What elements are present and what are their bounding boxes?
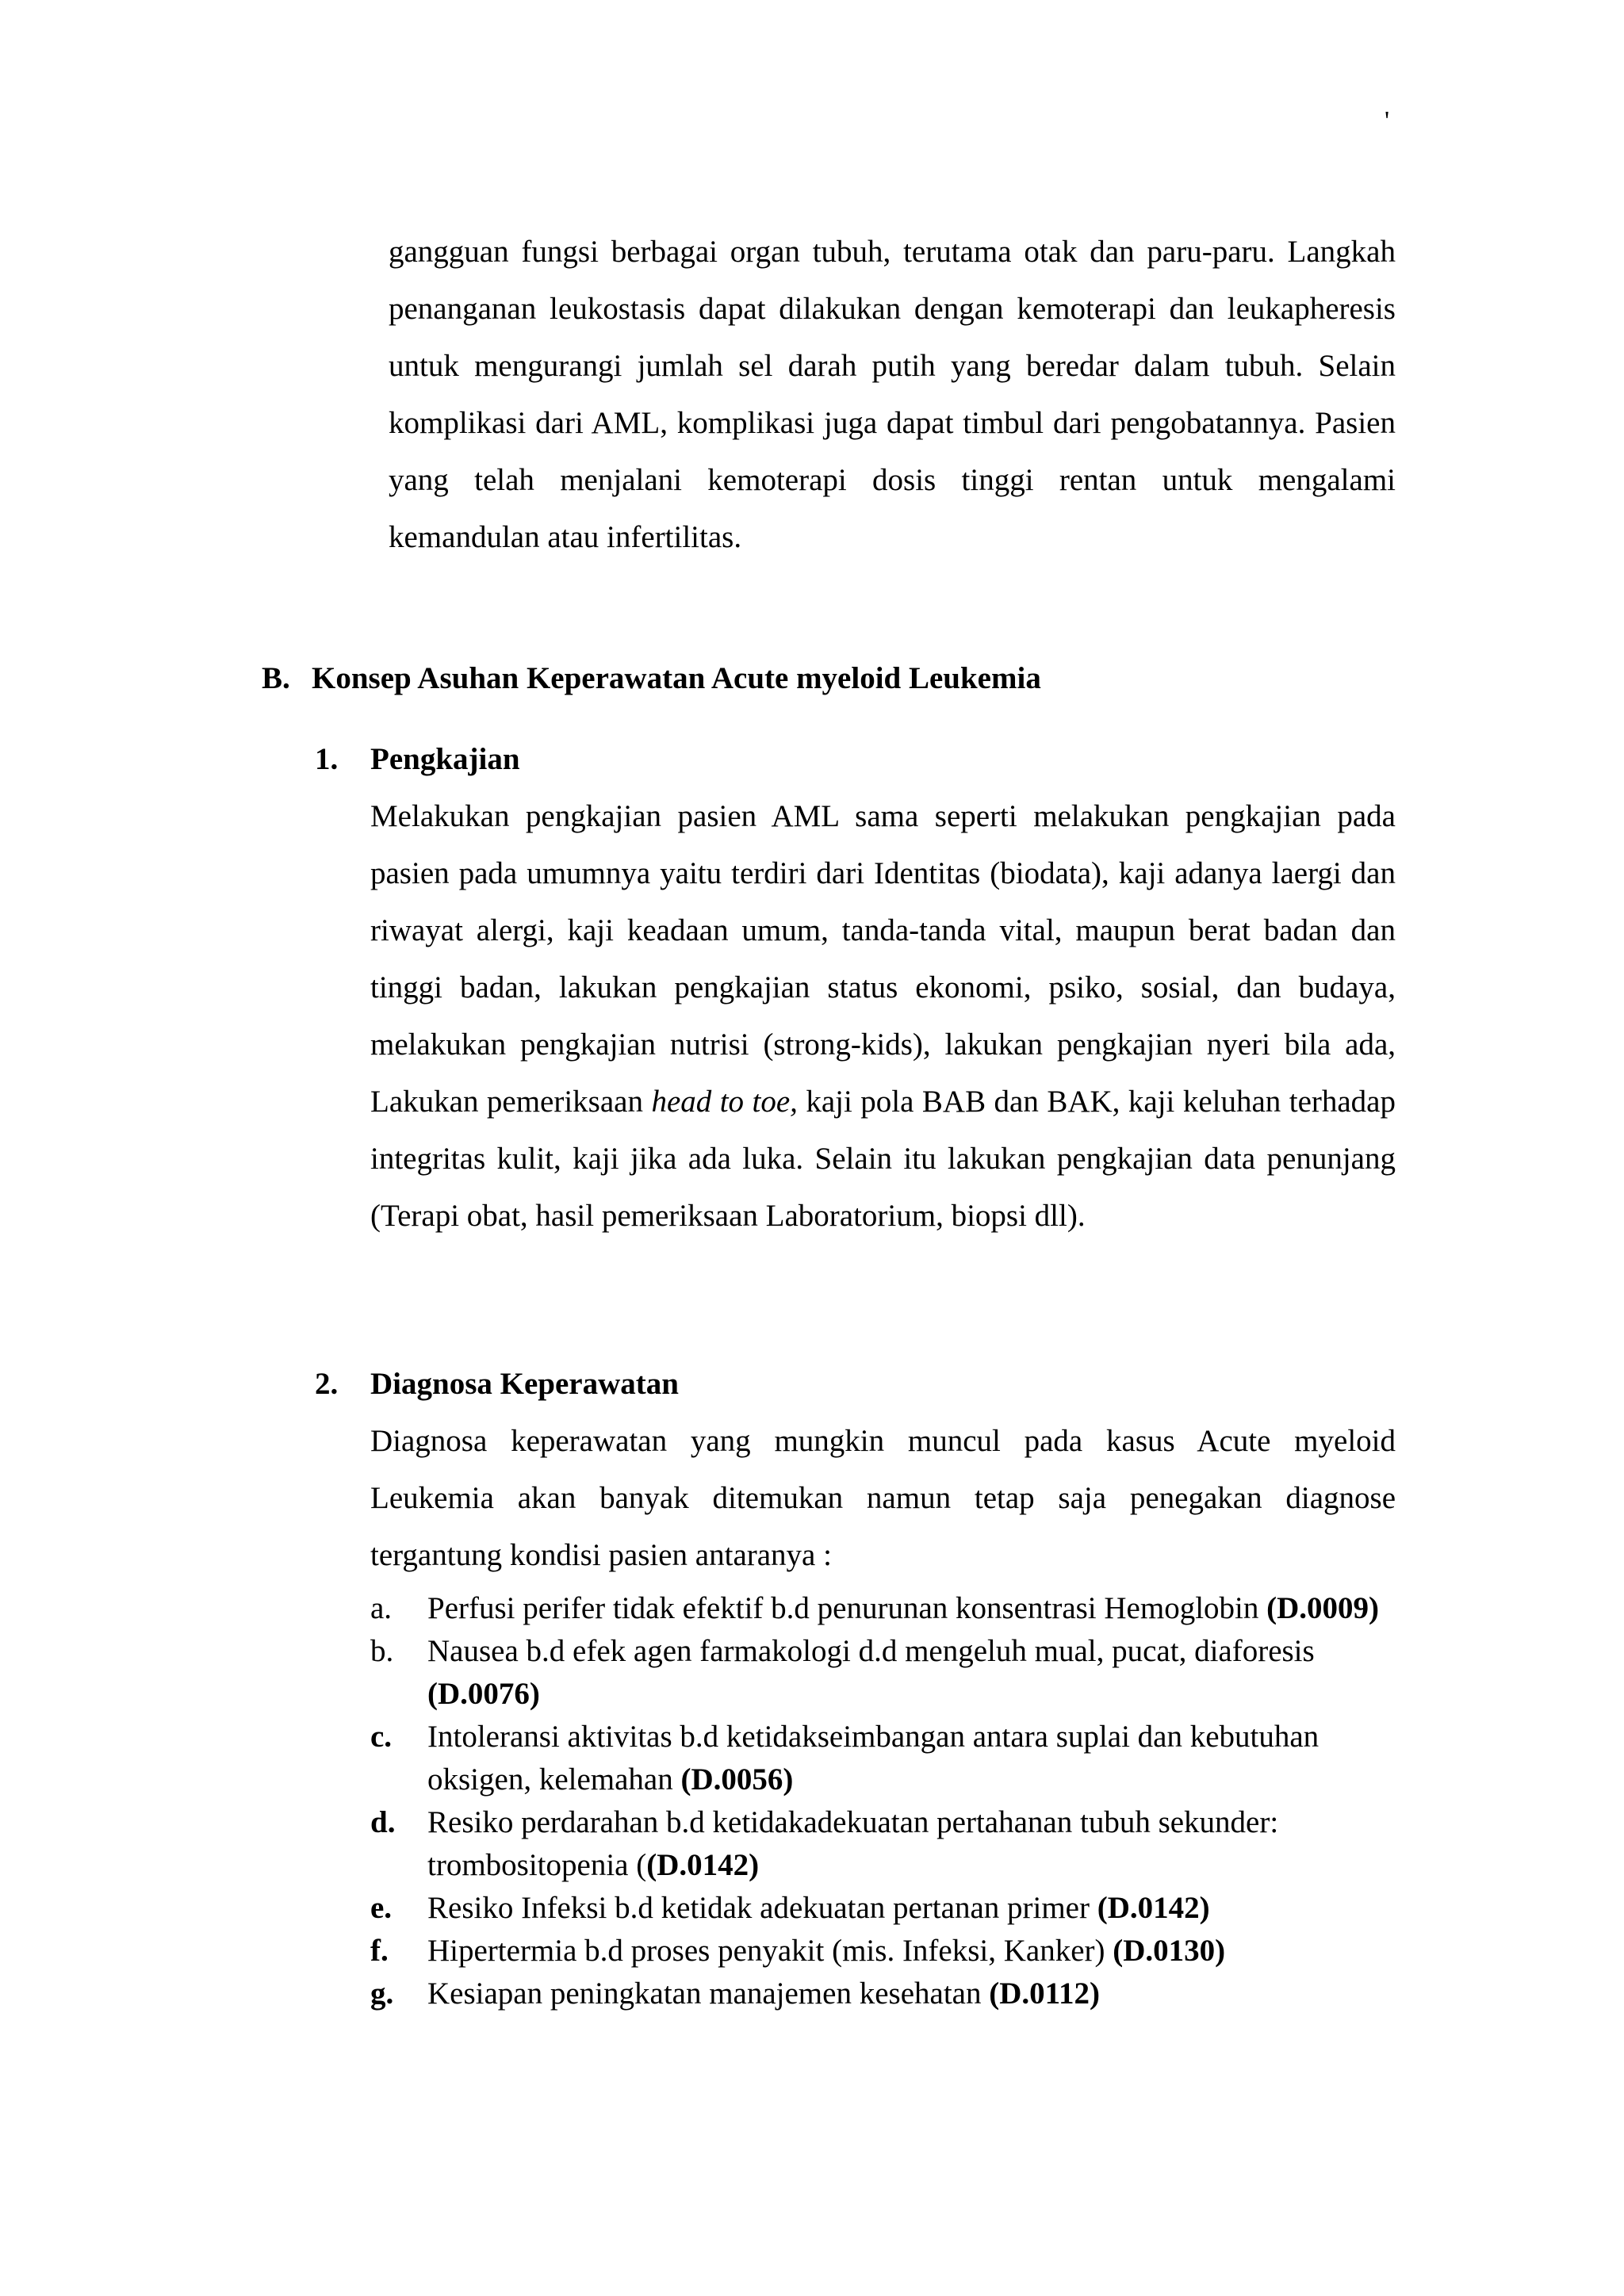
pengkajian-paragraph <box>370 788 1396 1245</box>
diagnosis-text <box>427 1930 1401 1973</box>
diagnosis-code: (D.0112) <box>989 1976 1100 2011</box>
diagnosis-code: (D.0142) <box>646 1848 760 1882</box>
diagnosa-title: Diagnosa Keperawatan <box>370 1367 679 1401</box>
diagnosis-item <box>370 1973 1401 2015</box>
diagnosis-item <box>370 1587 1401 1630</box>
diagnosis-text <box>427 1587 1401 1630</box>
pengkajian-title: Pengkajian <box>370 742 520 776</box>
diagnosa-intro: Diagnosa keperawatan yang mungkin muncul pada kasus Acute myeloid Leukemia akan banyak ditemukan namun tetap saja penegakan diagnose tergantung kondisi pasien antaranya : <box>370 1424 1396 1572</box>
diagnosis-marker: g. <box>370 1976 394 2011</box>
diagnosis-item <box>370 1930 1401 1973</box>
pengkajian-text-after: kaji pola BAB dan BAK, kaji keluhan terhadap integritas kulit, kaji jika ada luka. Selain itu lakukan pengkajian data penunjang (Terapi obat, hasil pemeriksaan Laboratorium, biopsi dll). <box>370 1085 1396 1233</box>
diagnosa-marker: 2. <box>315 1367 339 1401</box>
diagnosis-item <box>370 1887 1401 1930</box>
diagnosis-text <box>427 1973 1401 2015</box>
diagnosis-marker: f. <box>370 1934 389 1968</box>
pengkajian-text-before: Melakukan pengkajian pasien AML sama seperti melakukan pengkajian pada pasien pada umumnya yaitu terdiri dari Identitas (biodata), kaji adanya laergi dan riwayat alergi, kaji keadaan umum, tanda-tanda vital, maupun berat badan dan tinggi badan, lakukan pengkajian status ekonomi, psiko, sosial, dan budaya, melakukan pengkajian nutrisi (strong-kids), lakukan pengkajian nyeri bila ada, Lakukan pemeriksaan <box>370 799 1396 1119</box>
diagnosis-code: (D.0076) <box>427 1677 540 1711</box>
diagnosis-code: (D.0142) <box>1097 1891 1210 1925</box>
section-b-marker: B. <box>262 661 290 695</box>
diagnosis-desc: Perfusi perifer tidak efektif b.d penurunan konsentrasi Hemoglobin <box>427 1591 1267 1625</box>
diagnosis-marker: b. <box>370 1634 394 1668</box>
pengkajian-marker: 1. <box>315 742 339 776</box>
pengkajian-italic: head to toe, <box>651 1085 798 1119</box>
page-mark: ' <box>1385 106 1390 136</box>
diagnosis-text <box>427 1887 1401 1930</box>
diagnosis-text <box>427 1801 1401 1887</box>
diagnosis-desc: Resiko Infeksi b.d ketidak adekuatan pertanan primer <box>427 1891 1097 1925</box>
section-b-title: Konsep Asuhan Keperawatan Acute myeloid Leukemia <box>312 661 1041 695</box>
diagnosis-item <box>370 1801 1401 1887</box>
diagnosis-item <box>370 1630 1401 1716</box>
diagnosa-heading <box>315 1356 679 1413</box>
diagnosis-code: (D.0130) <box>1113 1934 1226 1968</box>
diagnosis-text <box>427 1630 1401 1716</box>
diagnosis-desc: Nausea b.d efek agen farmakologi d.d mengeluh mual, pucat, diaforesis <box>427 1634 1315 1668</box>
diagnosis-desc: Resiko perdarahan b.d ketidakadekuatan pertahanan tubuh sekunder: trombositopenia ( <box>427 1805 1279 1882</box>
pengkajian-heading <box>315 731 520 788</box>
diagnosis-marker: d. <box>370 1805 396 1839</box>
diagnosis-desc: Kesiapan peningkatan manajemen kesehatan <box>427 1976 990 2011</box>
diagnosis-list <box>370 1587 1401 2015</box>
diagnosis-text <box>427 1716 1401 1801</box>
diagnosis-desc: Intoleransi aktivitas b.d ketidakseimbangan antara suplai dan kebutuhan oksigen, kelemahan <box>427 1720 1320 1797</box>
top-paragraph: gangguan fungsi berbagai organ tubuh, terutama otak dan paru-paru. Langkah penanganan leukostasis dapat dilakukan dengan kemoterapi dan leukapheresis untuk mengurangi jumlah sel darah putih yang beredar dalam tubuh. Selain komplikasi dari AML, komplikasi juga dapat timbul dari pengobatannya. Pasien yang telah menjalani kemoterapi dosis tinggi rentan untuk mengalami kemandulan atau infertilitas. <box>389 235 1396 554</box>
diagnosis-code: (D.0009) <box>1266 1591 1380 1625</box>
diagnosis-marker: a. <box>370 1591 393 1625</box>
diagnosis-item <box>370 1716 1401 1801</box>
diagnosis-marker: c. <box>370 1720 393 1754</box>
section-b-heading <box>262 650 1041 707</box>
diagnosis-desc: Hipertermia b.d proses penyakit (mis. Infeksi, Kanker) <box>427 1934 1113 1968</box>
diagnosis-marker: e. <box>370 1891 393 1925</box>
diagnosis-code: (D.0056) <box>680 1762 794 1797</box>
